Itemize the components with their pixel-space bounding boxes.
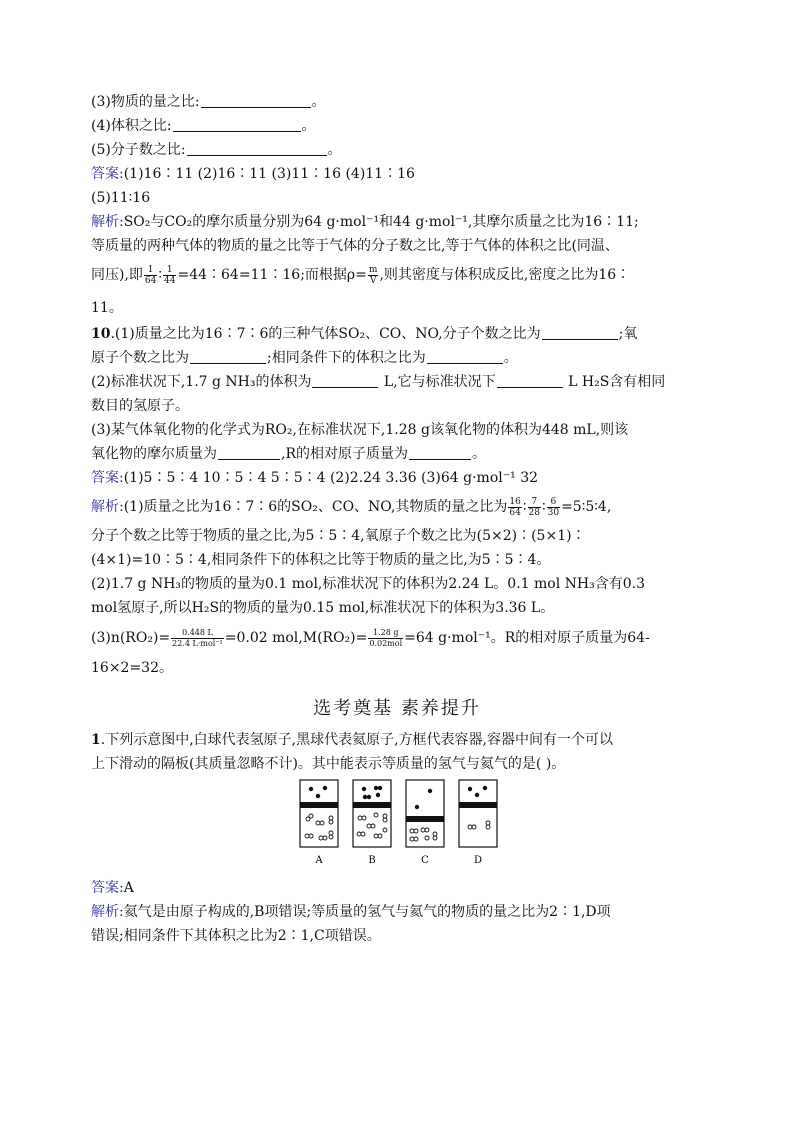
answer-blank[interactable] — [190, 348, 266, 364]
q10-part1: 10.(1)质量之比为16∶7∶6的三种气体SO₂、CO、NO,分子个数之比为 ;氧 — [91, 326, 638, 342]
q10-analysis-line5: mol氢原子,所以H₂S的物质的量为0.15 mol,标准状况下的体积为3.36 L。 — [91, 600, 555, 616]
answer-blank[interactable] — [173, 116, 301, 132]
q10-analysis-line6: (3)n(RO₂)= $\frac{0.448 L}{\text{22.4 L·mol⁻¹}}$ =0.02 mol,M(RO₂)= $\frac{1.28 g}{\text{0.02mol}}$ =64 g·mol⁻¹。R的相对原子质量为64- — [91, 627, 650, 648]
q10-part1-cont: 原子个数之比为 ;相同条件下的体积之比为 。 — [91, 350, 518, 366]
q9-analysis-line4: 11。 — [91, 300, 123, 316]
q10-part3: (3)某气体氧化物的化学式为RO₂,在标准状况下,1.28 g该氧化物的体积为448 mL,则该 — [91, 422, 629, 438]
analysis-label: 解析: — [91, 214, 124, 230]
q10-analysis-line4: (2)1.7 g NH₃的物质的量为0.1 mol,标准状况下的体积为2.24 L。0.1 mol NH₃含有0.3 — [91, 576, 645, 592]
answer-blank[interactable] — [497, 372, 563, 388]
q1-answer: 答案:A — [91, 880, 134, 896]
option-a-container — [300, 780, 338, 847]
q9-analysis-line2: 等质量的两种气体的物质的量之比等于气体的分子数之比,等于气体的体积之比(同温、 — [91, 238, 619, 254]
option-d-container — [459, 780, 497, 847]
fraction: $\frac{1.28 g}{\text{0.02mol}}$ — [369, 627, 403, 648]
container-diagram — [299, 778, 703, 868]
analysis-label: 解析: — [91, 499, 124, 515]
q10-part2-cont: 数目的氢原子。 — [91, 398, 189, 414]
q10-analysis-line7: 16×2=32。 — [91, 660, 173, 676]
question-number: 1 — [91, 732, 101, 748]
q9-answer-line2: (5)11∶16 — [91, 190, 151, 206]
answer-blank[interactable] — [187, 140, 327, 156]
q1-analysis-line2: 错误;相同条件下其体积之比为2∶1,C项错误。 — [91, 928, 381, 944]
fraction: $\frac{0.448 L}{\text{22.4 L·mol⁻¹}}$ — [172, 627, 223, 648]
q10-analysis-line3: (4×1)=10∶5∶4,相同条件下的体积之比等于物质的量之比,为5∶5∶4。 — [91, 552, 551, 568]
q1-analysis: 解析:氦气是由原子构成的,B项错误;等质量的氢气与氦气的物质的量之比为2∶1,D项 — [91, 904, 611, 920]
option-label: B — [368, 855, 376, 866]
answer-blank[interactable] — [312, 372, 378, 388]
option-c-container — [406, 780, 444, 847]
option-b-container — [353, 780, 391, 847]
document-page — [91, 90, 703, 948]
q9-analysis: 解析:SO₂与CO₂的摩尔质量分别为64 g·mol⁻¹和44 g·mol⁻¹,其摩尔质量之比为16∶11; — [91, 214, 639, 230]
q9-item-3: (3)物质的量之比: 。 — [91, 94, 326, 110]
answer-label: 答案: — [91, 470, 124, 486]
analysis-label: 解析: — [91, 904, 124, 920]
q10-analysis-line2: 分子个数之比等于物质的量之比,为5∶5∶4,氧原子个数之比为(5×2)∶(5×1)∶ — [91, 528, 586, 544]
fraction: $\frac{6}{30}$ — [547, 496, 560, 518]
answer-label: 答案: — [91, 880, 124, 896]
answer-blank[interactable] — [427, 348, 503, 364]
fraction: $\frac{7}{28}$ — [528, 496, 540, 518]
option-label: D — [473, 855, 483, 866]
question-number: 10 — [91, 326, 111, 342]
q10-answer: 答案:(1)5∶5∶4 10∶5∶4 5∶5∶4 (2)2.24 3.36 (3)64 g·mol⁻¹ 32 — [91, 470, 539, 486]
q9-item-4: (4)体积之比: 。 — [91, 118, 316, 134]
fraction: $\frac{m}{V}$ — [368, 264, 378, 286]
fraction: $\frac{1}{44}$ — [164, 264, 176, 286]
section-title: 选考奠基 素养提升 — [313, 698, 481, 719]
answer-blank[interactable] — [201, 92, 311, 108]
answer-blank[interactable] — [542, 324, 618, 340]
fraction: $\frac{1}{64}$ — [144, 264, 157, 286]
q1-stem: 1.下列示意图中,白球代表氢原子,黑球代表氦原子,方框代表容器,容器中间有一个可以 — [91, 732, 613, 748]
answer-label: 答案: — [91, 166, 124, 182]
q10-part3-cont: 氧化物的摩尔质量为 ,R的相对原子质量为 。 — [91, 446, 486, 462]
option-label: A — [315, 855, 323, 866]
option-label: C — [421, 855, 429, 866]
q9-item-5: (5)分子数之比: 。 — [91, 142, 342, 158]
q10-part2: (2)标准状况下,1.7 g NH₃的体积为 L,它与标准状况下 L H₂S含有相同 — [91, 374, 666, 390]
answer-blank[interactable] — [218, 444, 280, 460]
answer-blank[interactable] — [409, 444, 471, 460]
q10-analysis: 解析:(1)质量之比为16∶7∶6的SO₂、CO、NO,其物质的量之比为 $\frac{16}{64}$ ∶ $\frac{7}{28}$ ∶ $\frac{6}{30}$ =5∶5∶4, — [91, 496, 612, 518]
fraction: $\frac{16}{64}$ — [509, 496, 521, 518]
q1-stem-line2: 上下滑动的隔板(其质量忽略不计)。其中能表示等质量的氢气与氦气的是( )。 — [91, 756, 566, 772]
q9-answer: 答案:(1)16∶11 (2)16∶11 (3)11∶16 (4)11∶16 — [91, 166, 415, 182]
q9-analysis-line3: 同压),即 $\frac{1}{64}$ ∶ $\frac{1}{44}$ =44∶64=11∶16;而根据ρ= $\frac{m}{V}$ ,则其密度与体积成反比,密度之比为16∶ — [91, 264, 631, 286]
